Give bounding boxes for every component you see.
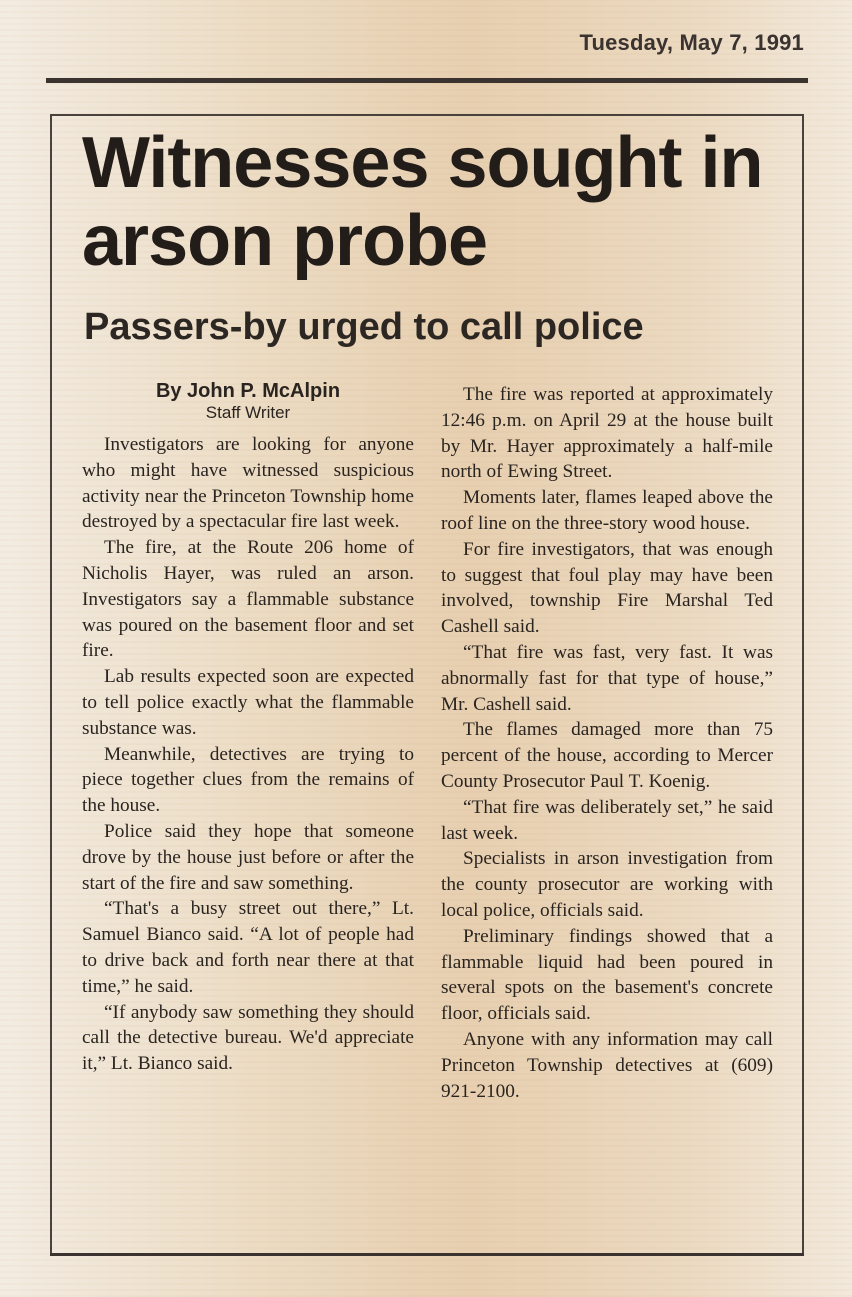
paragraph: “If anybody saw something they should call the detective bureau. We'd appreciate it,” Lt. Bianco said. bbox=[82, 1001, 414, 1075]
paragraph: Investigators are looking for anyone who might have witnessed suspicious activity near the Princeton Township home destroyed by a spectacular fire last week. bbox=[82, 434, 414, 533]
byline-role: Staff Writer bbox=[205, 403, 291, 422]
paragraph: Meanwhile, detectives are trying to piece together clues from the remains of the house. bbox=[82, 743, 414, 817]
subheadline: Passers-by urged to call police bbox=[84, 306, 644, 348]
paragraph: “That's a busy street out there,” Lt. Samuel Bianco said. “A lot of people had to drive back and forth near there at that time,” he said. bbox=[82, 898, 414, 997]
paragraph: Specialists in arson investigation from the county prosecutor are working with local police, officials said. bbox=[441, 848, 773, 921]
paragraph: For fire investigators, that was enough to suggest that foul play may have been involved, township Fire Marshal Ted Cashell said. bbox=[441, 538, 773, 638]
byline-author: By John P. McAlpin bbox=[155, 380, 341, 402]
paragraph: Lab results expected soon are expected to tell police exactly what the flammable substance was. bbox=[82, 666, 414, 739]
paragraph: The fire was reported at approximately 12:46 p.m. on April 29 at the house built by Mr. Hayer approximately a half-mile north of Ewing Street. bbox=[441, 384, 773, 483]
byline bbox=[82, 380, 414, 424]
paragraph: Moments later, flames leaped above the roof line on the three-story wood house. bbox=[441, 487, 773, 534]
article-column-right bbox=[441, 382, 773, 1104]
headline: Witnesses sought in arson probe bbox=[82, 123, 763, 281]
article-column-left bbox=[82, 380, 414, 1077]
paragraph: The flames damaged more than 75 percent of the house, according to Mercer County Prosecutor Paul T. Koenig. bbox=[441, 719, 773, 792]
paragraph: The fire, at the Route 206 home of Nicholis Hayer, was ruled an arson. Investigators say a flammable substance was poured on the basement floor and set fire. bbox=[82, 537, 414, 662]
paragraph: Preliminary findings showed that a flammable liquid had been poured in several spots on the basement's concrete floor, officials said. bbox=[441, 925, 773, 1025]
paragraph: Police said they hope that someone drove by the house just before or after the start of the fire and saw something. bbox=[82, 820, 414, 894]
publication-date: Tuesday, May 7, 1991 bbox=[579, 30, 804, 55]
top-divider bbox=[46, 78, 808, 83]
bottom-divider bbox=[50, 1253, 804, 1256]
paragraph: “That fire was deliberately set,” he said last week. bbox=[441, 796, 773, 844]
paragraph: Anyone with any information may call Princeton Township detectives at (609) 921-2100. bbox=[441, 1028, 773, 1102]
paragraph: “That fire was fast, very fast. It was abnormally fast for that type of house,” Mr. Cashell said. bbox=[441, 641, 773, 715]
